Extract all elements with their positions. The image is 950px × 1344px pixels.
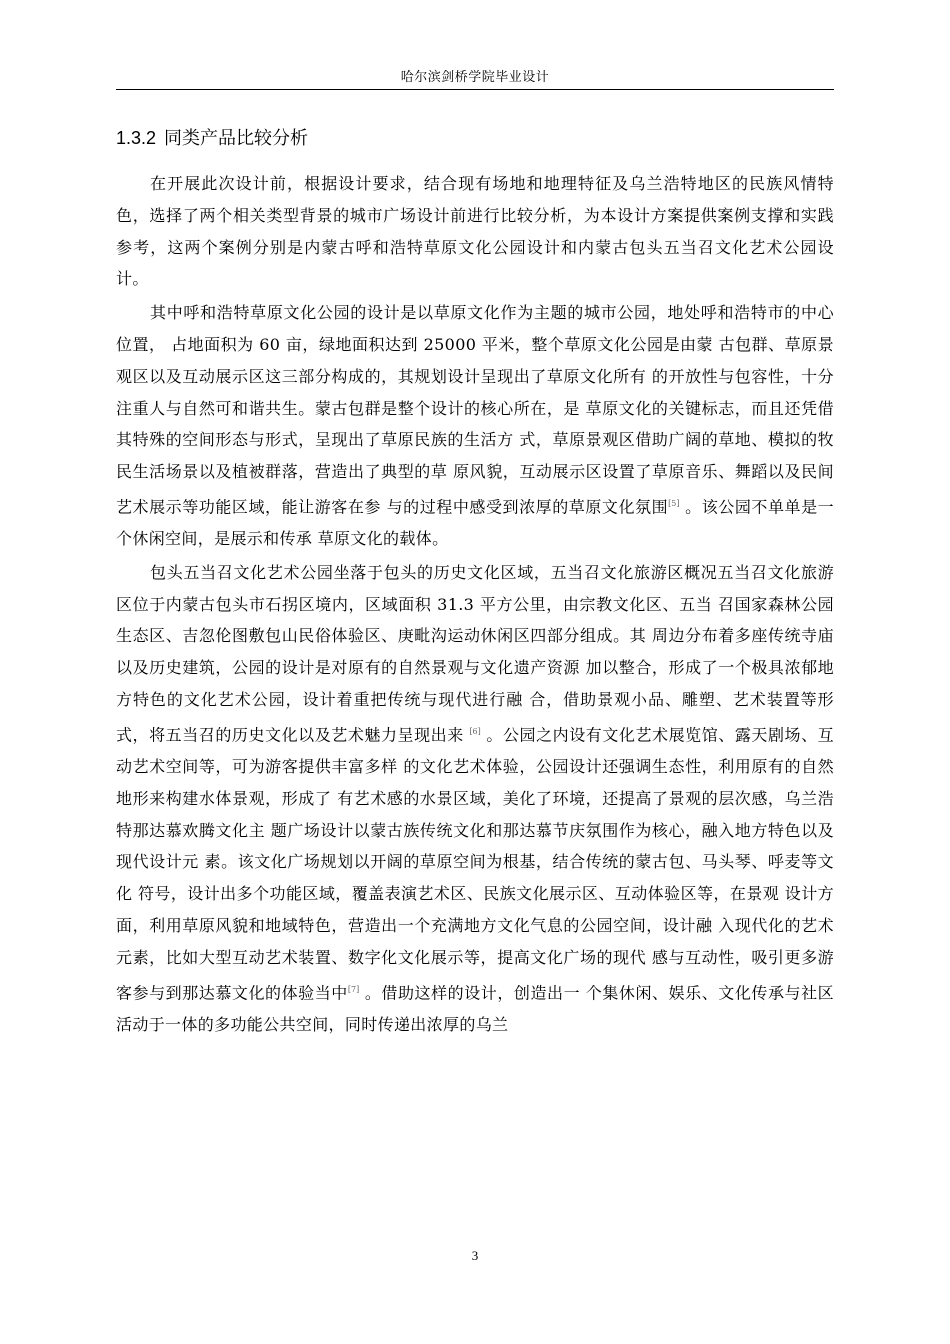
paragraph-text: 。公园之内设有文化艺术展览馆、露天剧场、互动艺术空间等，可为游客提供丰富多样 的文化艺术体验，公园设计还强调生态性，利用原有的自然地形来构建水体景观，形成了 有艺术感的水景区域，美化了环境，还提高了景观的层次感，乌兰浩特那达慕欢腾文化主 题广场设计以蒙古族传统文化和那达慕节庆氛围作为核心，融入地方特色以及现代设计元 素。该文化广场规划以开阔的草原空间为根基，结合传统的蒙古包、马头琴、呼麦等文化 符号，设计出多个功能区域，覆盖表演艺术区、民族文化展示区、互动体验区等，在景观 设计方面，利用草原风貌和地域特色，营造出一个充满地方文化气息的公园空间，设计融 入现代化的艺术元素，比如大型互动艺术装置、数字化文化展示等，提高文化广场的现代 感与互动性，吸引更多游客参与到那达慕文化的体验当中: [116, 725, 834, 1002]
paragraph-text: 其中呼和浩特草原文化公园的设计是以草原文化作为主题的城市公园，地处呼和浩特市的中心位置， 占地面积为 60 亩，绿地面积达到 25000 平米，整个草原文化公园是由蒙 古包群、草原景观区以及互动展示区这三部分构成的，其规划设计呈现出了草原文化所有 的开放性与包容性，十分注重人与自然可和谐共生。蒙古包群是整个设计的核心所在，是 草原文化的关键标志，而且还凭借其特殊的空间形态与形式，呈现出了草原民族的生活方 式，草原景观区借助广阔的草地、模拟的牧民生活场景以及植被群落，营造出了典型的草 原风貌，互动展示区设置了草原音乐、舞蹈以及民间艺术展示等功能区域，能让游客在参 与的过程中感受到浓厚的草原文化氛围: [116, 303, 834, 517]
section-heading: [116, 124, 308, 150]
page-number: 3: [471, 1248, 479, 1263]
section-number: 1.3.2: [116, 128, 157, 148]
body-text: [116, 168, 834, 1043]
paragraph-text: 。该公园不单单是一个休闲空间，是展示和传承 草原文化的载体。: [116, 497, 834, 549]
paragraph-hohhot-park: [116, 297, 834, 555]
paragraph-text: 包头五当召文化艺术公园坐落于包头的历史文化区域，五当召文化旅游区概况五当召文化旅游区位于内蒙古包头市石拐区境内，区域面积 31.3 平方公里，由宗教文化区、五当 召国家森林公园生态区、吉忽伦图敷包山民俗体验区、庚毗沟运动休闲区四部分组成。其 周边分布着多座传统寺庙以及历史建筑，公园的设计是对原有的自然景观与文化遗产资源 加以整合，形成了一个极具浓郁地方特色的文化艺术公园，设计着重把传统与现代进行融 合，借助景观小品、雕塑、艺术装置等形式，将五当召的历史文化以及艺术魅力呈现出来: [116, 562, 834, 745]
citation-ref[interactable]: [6]: [469, 726, 481, 736]
paragraph-intro: 在开展此次设计前，根据设计要求，结合现有场地和地理特征及乌兰浩特地区的民族风情特色，选择了两个相关类型背景的城市广场设计前进行比较分析，为本设计方案提供案例支撑和实践参考，这两个案例分别是内蒙古呼和浩特草原文化公园设计和内蒙古包头五当召文化艺术公园设计。: [116, 174, 834, 289]
citation-ref[interactable]: [5]: [668, 498, 680, 508]
paragraph-text: 。借助这样的设计，创造出一 个集休闲、娱乐、文化传承与社区活动于一体的多功能公共空间，同时传递出浓厚的乌兰: [116, 982, 834, 1034]
section-title: 同类产品比较分析: [164, 128, 309, 149]
running-header: 哈尔滨剑桥学院毕业设计: [400, 70, 550, 85]
header-divider: [116, 89, 834, 90]
citation-ref[interactable]: [7]: [347, 984, 360, 994]
paragraph-baotou-park: [116, 557, 834, 1041]
